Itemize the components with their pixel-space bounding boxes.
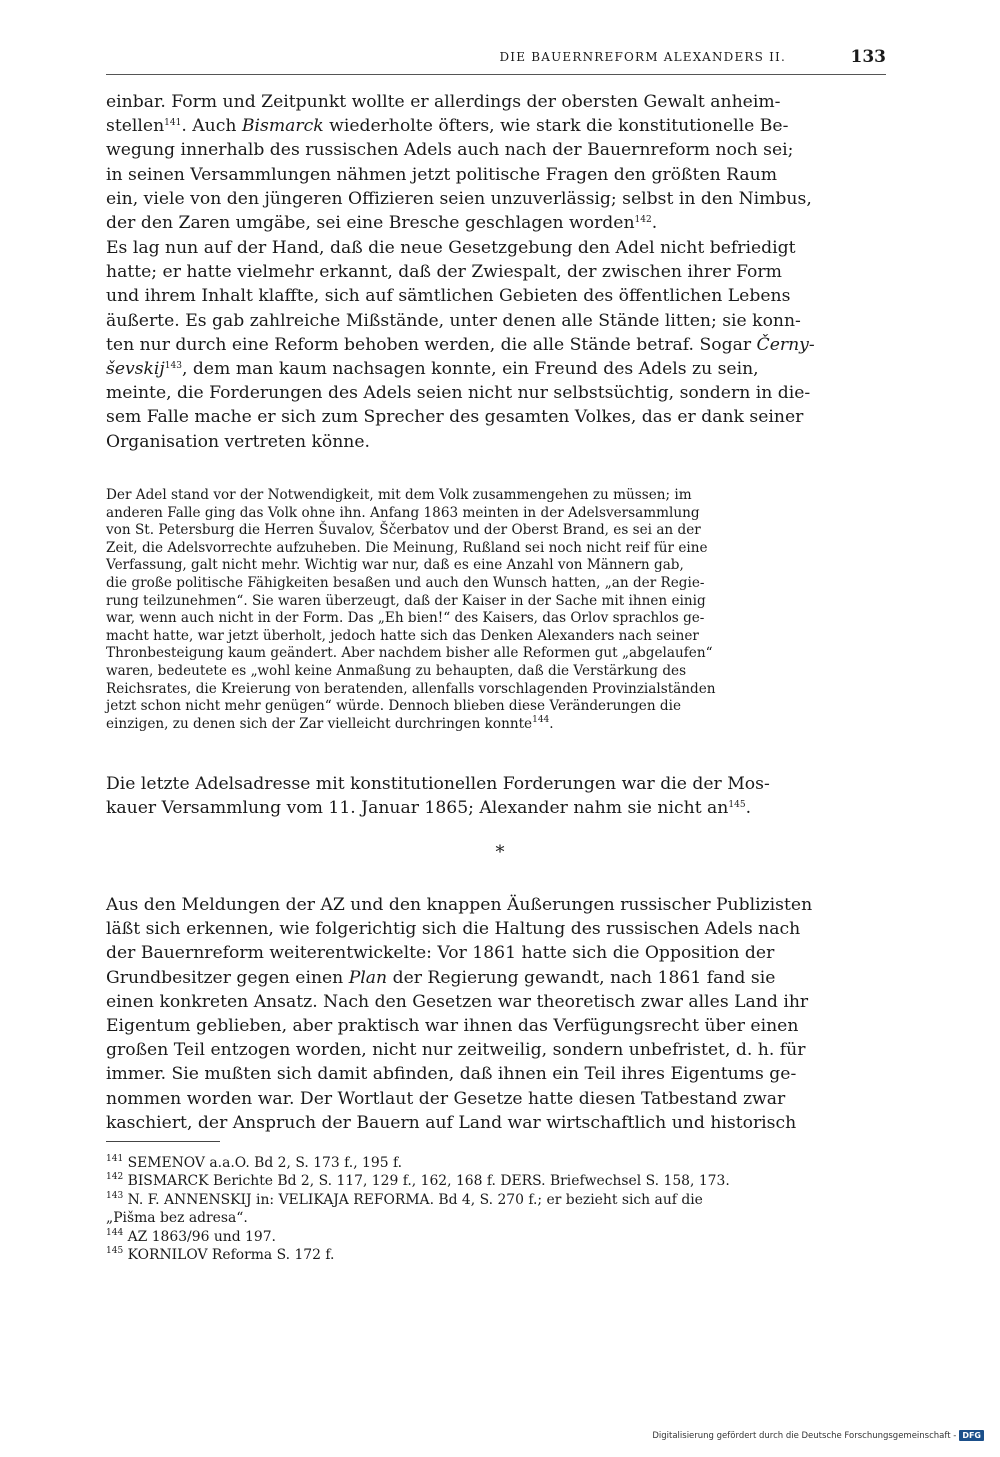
dfg-logo-icon: DFG xyxy=(959,1430,984,1441)
header-rule xyxy=(106,74,886,75)
paragraph-2 xyxy=(106,236,886,454)
footnote-145: $^{145}$ KORNILOV Reforma S. 172 f. xyxy=(106,1246,335,1264)
text-line: wegung innerhalb des russischen Adels auch nach der Bauernreform noch sei; xyxy=(106,140,794,161)
text-line: waren, bedeutete es „wohl keine Anmaßung zu behaupten, daß die Verstärkung des xyxy=(106,662,687,679)
text-line: Verfassung, galt nicht mehr. Wichtig war nur, daß es eine Anzahl von Männern gab, xyxy=(106,557,684,574)
text-line: und ihrem Inhalt klaffte, sich auf sämtlichen Gebieten des öffentlichen Lebens xyxy=(106,286,791,307)
text-line: der den Zaren umgäbe, sei eine Bresche geschlagen worden$^{142}$. xyxy=(106,213,658,234)
text-line: sem Falle mache er sich zum Sprecher des gesamten Volkes, das er dank seiner xyxy=(106,407,804,428)
text-line: Grundbesitzer gegen einen Plan der Regierung gewandt, nach 1861 fand sie xyxy=(106,967,776,988)
text-line: Zeit, die Adelsvorrechte aufzuheben. Die Meinung, Rußland sei noch nicht reif für eine xyxy=(106,539,708,556)
digitization-credit xyxy=(652,1430,984,1441)
text-line: die große politische Fähigkeiten besaßen und auch den Wunsch hatten, „an der Regie- xyxy=(106,574,705,591)
text-line: von St. Petersburg die Herren Šuvalov, Ščerbatov und der Oberst Brand, es sei an der xyxy=(106,522,701,539)
footnote-143-continued: „Pišma bez adresa“. xyxy=(106,1210,248,1227)
footnotes xyxy=(106,1154,886,1264)
text-line: äußerte. Es gab zahlreiche Mißstände, unter denen alle Stände litten; sie konn- xyxy=(106,310,801,331)
text-line: kauer Versammlung vom 11. Januar 1865; Alexander nahm sie nicht $an^{145}$. xyxy=(106,798,752,819)
text-line: Organisation vertreten könne. xyxy=(106,431,371,452)
text-line: Es lag nun auf der Hand, daß die neue Gesetzgebung den Adel nicht befriedigt xyxy=(106,238,796,258)
text-line: kaschiert, der Anspruch der Bauern auf Land war wirtschaftlich und historisch xyxy=(106,1112,797,1133)
text-line: einbar. Form und Zeitpunkt wollte er allerdings der obersten Gewalt anheim- xyxy=(106,92,781,112)
text-line: einzigen, zu denen sich der Zar vielleicht durchringen konnte$^{144}$. xyxy=(106,714,554,732)
text-line: jetzt schon nicht mehr genügen“ würde. Dennoch blieben diese Veränderungen die xyxy=(106,698,682,715)
text-line: meinte, die Forderungen des Adels seien nicht nur selbstsüchtig, sondern in die- xyxy=(106,383,811,404)
text-line: in seinen Versammlungen nähmen jetzt politische Fragen den größten Raum xyxy=(106,164,778,185)
text-line: anderen Falle ging das Volk ohne ihn. Anfang 1863 meinten in der Adelsversammlung xyxy=(106,504,700,521)
text-line: läßt sich erkennen, wie folgerichtig sich die Haltung des russischen Adels nach xyxy=(106,919,801,940)
footnote-143: $^{143}$ N. F. ANNENSKIJ in: VELIKAJA REFORMA. Bd 4, S. 270 f.; er bezieht sich auf die xyxy=(106,1190,703,1208)
quotation-block xyxy=(106,487,886,733)
text-line: immer. Sie mußten sich damit abfinden, daß ihnen ein Teil ihres Eigentums ge- xyxy=(106,1064,797,1085)
text-line: war, wenn auch nicht in der Form. Das „Eh bien!“ des Kaisers, das Orlov sprachlos ge- xyxy=(106,610,705,627)
paragraph-3 xyxy=(106,772,886,820)
footnote-rule xyxy=(106,1141,220,1142)
text-line: Aus den Meldungen der AZ und den knappen Äußerungen russischer Publizisten xyxy=(106,895,813,915)
text-line: Thronbesteigung kaum geändert. Aber nachdem bisher alle Reformen gut „abgelaufen“ xyxy=(106,645,713,662)
credit-text: Digitalisierung gefördert durch die Deutsche Forschungsgemeinschaft - xyxy=(652,1430,957,1441)
text-line: rung teilzunehmen“. Sie waren überzeugt, daß der Kaiser in der Sache mit ihnen einig xyxy=(106,592,706,609)
text-line: ten nur durch eine Reform behoben werden, die alle Stände betraf. Sogar Černy- xyxy=(106,334,815,355)
text-line: stellen$^{141}$. Auch Bismarck wiederholte öfters, wie stark die konstitutionelle Be- xyxy=(106,116,789,137)
text-line: Reichsrates, die Kreierung von beratenden, allenfalls vorschlagenden Provinzialständen xyxy=(106,680,716,697)
text-line: macht hatte, war jetzt überholt, jedoch hatte sich das Denken Alexanders nach seiner xyxy=(106,627,699,644)
text-line: Der Adel stand vor der Notwendigkeit, mit dem Volk zusammengehen zu müssen; im xyxy=(106,487,692,503)
footnote-144: $^{144}$ AZ 1863/96 und 197. xyxy=(106,1227,276,1245)
text-line: nommen worden war. Der Wortlaut der Gesetze hatte diesen Tatbestand zwar xyxy=(106,1088,786,1109)
text-line: Eigentum geblieben, aber praktisch war ihnen das Verfügungsrecht über einen xyxy=(106,1016,799,1037)
paragraph-4 xyxy=(106,893,886,1135)
footnote-ref-145: 145 xyxy=(728,800,746,811)
running-title: DIE BAUERNREFORM ALEXANDERS II. xyxy=(499,50,786,64)
text-line: großen Teil entzogen worden, nicht nur zeitweilig, sondern unbefristet, d. h. für xyxy=(106,1040,806,1061)
text-line: hatte; er hatte vielmehr erkannt, daß der Zwiespalt, der zwischen ihrer Form xyxy=(106,262,782,283)
text-line: ein, viele von den jüngeren Offizieren seien unzuverlässig; selbst in den Nimbus, xyxy=(106,188,812,209)
section-separator: * xyxy=(495,842,505,863)
text-line: einen konkreten Ansatz. Nach den Gesetzen war theoretisch zwar alles Land ihr xyxy=(106,991,809,1012)
text-line: Die letzte Adelsadresse mit konstitutionellen Forderungen war die der Mos- xyxy=(106,774,770,794)
footnote-ref-141: 141 xyxy=(164,118,182,129)
footnote-ref-142: 142 xyxy=(634,215,652,226)
page-number: 133 xyxy=(850,47,886,67)
footnote-141: $^{141}$ SEMENOV a.a.O. Bd 2, S. 173 f., 195 f. xyxy=(106,1154,403,1171)
paragraph-1 xyxy=(106,90,886,235)
footnote-ref-144: 144 xyxy=(532,714,550,725)
text-line: ševskij$^{143}$, dem man kaum nachsagen konnte, ein Freund des Adels zu sein, xyxy=(106,359,759,380)
text-line: der Bauernreform weiterentwickelte: Vor 1861 hatte sich die Opposition der xyxy=(106,943,775,964)
footnote-ref-143: 143 xyxy=(164,361,182,372)
footnote-142: $^{142}$ BISMARCK Berichte Bd 2, S. 117, 129 f., 162, 168 f. DERS. Briefwechsel S. 158, 173. xyxy=(106,1172,730,1190)
